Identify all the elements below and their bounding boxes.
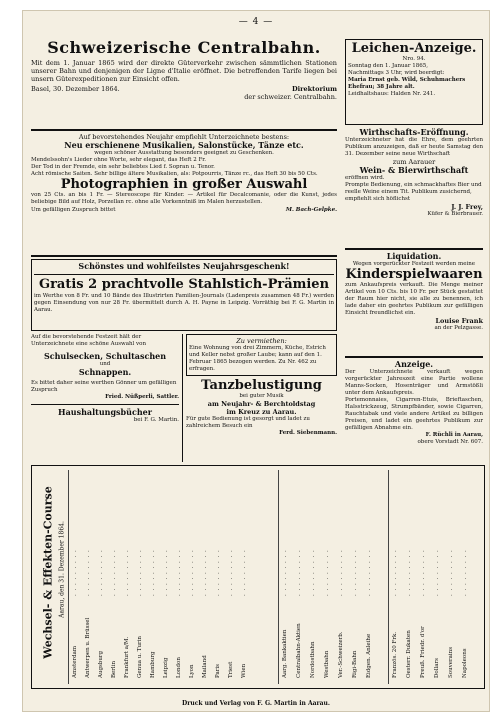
tanz-sign: Ferd. Siebenmann. bbox=[279, 430, 337, 436]
rail-sign2: der schweizer. Centralbahn. bbox=[244, 93, 337, 101]
anzeige-title: Anzeige. bbox=[394, 359, 434, 369]
exchange-leader: . . . . . . . . . bbox=[324, 549, 330, 596]
tanz-text: Für gute Bedienung ist gesorgt und ladet zu zahlreichem Besuch ein bbox=[186, 416, 310, 429]
exchange-item: Genua u. Turin bbox=[137, 636, 143, 678]
tanz-place: im Kreuz zu Aarau. bbox=[226, 408, 297, 416]
rail-text: Mit dem 1. Januar 1865 wird der direkte Güterverkehr zwischen sämmtlichen Stationen unserer Bahn und denjenigen der Ligne d'Italie eröffnet. Die betreffenden Tarife liegen bei unsern Güterexpeditionen zur Einsicht offen. bbox=[31, 59, 337, 83]
vermieten-ad bbox=[186, 334, 337, 376]
exchange-leader: . . . . . . . . . bbox=[137, 549, 143, 596]
haushalt-title: Haushaltungsbücher bbox=[58, 407, 152, 417]
musik-photo: Photographien in großer Auswahl bbox=[60, 177, 308, 192]
exchange-leader: . . . . . . . . . bbox=[72, 549, 78, 596]
page-number: — 4 — bbox=[238, 17, 274, 27]
fest-title: Wirthschafts-Eröffnung. bbox=[359, 127, 469, 137]
leichen-title: Leichen-Anzeige. bbox=[351, 41, 477, 56]
exchange-item: Rigi-Bahn bbox=[352, 650, 358, 678]
exchange-item: Französ. 20 Frk. bbox=[392, 631, 398, 678]
schule-head2: Schnappen. bbox=[78, 367, 132, 377]
leichen-nr: Nro. 94. bbox=[402, 56, 426, 62]
praemien-title: Gratis 2 prachtvolle Stahlstich-Prämien bbox=[38, 277, 330, 292]
haushalt-sign: bei F. G. Martin. bbox=[133, 417, 180, 423]
exchange-item: Wien bbox=[241, 663, 247, 678]
leichen-name: Maria Ernst geb. Wild, Schuhmachers Ehefrau; 38 Jahre alt. bbox=[348, 77, 466, 90]
musik-head: Neu erschienene Musikalien, Salonstücke, Tänze etc. bbox=[64, 140, 304, 150]
musik-close: Um gefälligen Zuspruch bittet bbox=[31, 207, 116, 213]
schule-ad bbox=[31, 334, 183, 462]
liq-text: zum Ankaufspreis verkauft. Die Menge meiner Artikel von 10 Cts. bis 10 Fr. per Stück gestattet der Raum hier nicht, sie alle zu benennen, ich lade daher ein geehrtes Publikum zur gefälligen Einsicht freundlichst ein. bbox=[345, 282, 483, 316]
musik-line1: Mendelssohn's Lieder ohne Worte, sehr elegant, das Heft 2 Fr. bbox=[31, 157, 207, 163]
exchange-leader: . . . . . . . . . bbox=[241, 549, 247, 596]
exchange-item: Westbahn bbox=[324, 650, 330, 678]
tanz-sub: bei guter Musik bbox=[239, 393, 284, 399]
musik-line3: Acht römische Saiten. Sehr billige ältere Musikalien, als: Potpourris, Tänze rc., das Heft 30 bis 50 Cts. bbox=[31, 171, 318, 177]
exchange-leader: . . . . . . . . . bbox=[296, 549, 302, 596]
tanz-title: Tanzbelustigung bbox=[201, 378, 322, 393]
exchange-item: Triest bbox=[228, 661, 234, 678]
exchange-table bbox=[31, 465, 485, 689]
praemien-ad bbox=[31, 259, 337, 331]
exchange-item: Augsburg bbox=[98, 650, 104, 678]
exchange-leader: . . . . . . . . . bbox=[215, 549, 221, 596]
fest-sub1: zum Aarauer bbox=[392, 158, 436, 166]
rail-title: Schweizerische Centralbahn. bbox=[47, 38, 321, 57]
exchange-item: Amsterdam bbox=[72, 645, 78, 678]
exchange-leader: . . . . . . . . . bbox=[462, 549, 468, 596]
liq-sign: Louise Frank bbox=[435, 317, 483, 325]
exchange-item: Leipzig bbox=[163, 657, 169, 678]
left-column bbox=[31, 39, 337, 462]
schule-sign: Fried. Nüßperli, Sattler. bbox=[105, 394, 180, 400]
exchange-item: Berlin bbox=[111, 661, 117, 678]
musik-lead: Auf bevorstehendes Neujahr empfiehlt Unterzeichnete bestens: bbox=[78, 133, 290, 141]
mid-ads bbox=[183, 334, 337, 462]
exchange-item: Paris bbox=[215, 664, 221, 678]
liquidation-ad bbox=[345, 252, 483, 354]
newspaper-page bbox=[22, 10, 490, 712]
praemien-text: im Werthe von 8 Fr. und 10 Bände des Illustrirten Familien-Journals (Ladenpreis zusammen 48 Fr.) werden gegen Einsendung von nur 28 Fr. übermittelt durch A. H. Payne in Leipzig. Vorräthig bei F. G. Martin in Aarau. bbox=[34, 293, 334, 313]
musik-photo-text: von 25 Cts. an bis 1 Fr. — Stereoscope für Kinder. — Artikel für Decalcomanie, oder die Kunst, jedes beliebige Bild auf Holz, Porzellan rc. ohne alle Vorkenntniß im Malen herzustellen. bbox=[31, 192, 337, 205]
exchange-leader: . . . . . . . . . bbox=[282, 549, 288, 596]
exchange-item: Oesterr. Dukaten bbox=[406, 630, 412, 678]
exchange-item: Centralbahn-Aktien bbox=[296, 623, 302, 678]
leichen-house: Leidhaltshaus: Halden Nr. 241. bbox=[348, 91, 436, 97]
musik-sign: M. Bach-Gelpke. bbox=[285, 207, 337, 213]
exchange-leader: . . . . . . . . . bbox=[111, 549, 117, 596]
schule-lead: Auf die bevorstehende Festzeit hält der Unterzeichnete eine schöne Auswahl von bbox=[31, 334, 147, 347]
exchange-item: Hamburg bbox=[150, 651, 156, 678]
rail-notice bbox=[31, 39, 337, 127]
musik-line2: Der Tod in der Fremde, ein sehr beliebtes Lied f. Sopran u. Tenor. bbox=[31, 164, 215, 170]
exchange-leader: . . . . . . . . . bbox=[202, 549, 208, 596]
imprint: Druck und Verlag von F. G. Martin in Aarau. bbox=[182, 700, 330, 707]
fest-sub2: Wein- & Bierwirthschaft bbox=[359, 165, 469, 175]
exchange-item: Antwerpen u. Brüssel bbox=[85, 617, 91, 678]
anzeige-sign2: obere Vorstadt Nr. 607. bbox=[417, 439, 483, 445]
exchange-leader: . . . . . . . . . bbox=[189, 549, 195, 596]
exchange-item: London bbox=[176, 657, 182, 678]
fest-text: Unterzeichneter hat die Ehre, dem geehrten Publikum anzuzeigen, daß er heute Samstag den 31. Dezember seine neue Wirthschaft bbox=[345, 137, 483, 157]
exchange-item: Napoleons bbox=[462, 648, 468, 678]
musik-sub: wegen schöner Ausstattung besonders geeignet zu Geschenken. bbox=[94, 150, 274, 156]
liq-sub: Wegen vorgerückter Festzeit werden meine bbox=[352, 261, 476, 267]
leichen-notice bbox=[345, 39, 483, 125]
leichen-time: Nachmittags 3 Uhr, wird beerdigt: bbox=[348, 70, 445, 76]
exchange-item: Dollars bbox=[434, 658, 440, 678]
exchange-title: Wechsel- & Effekten-Course bbox=[41, 486, 55, 659]
exchange-item: Lyon bbox=[189, 664, 195, 678]
exchange-leader: . . . . . . . . . bbox=[310, 549, 316, 596]
exchange-leader: . . . . . . . . . bbox=[98, 549, 104, 596]
exchange-item: Mailand bbox=[202, 655, 208, 678]
exchange-leader: . . . . . . . . . bbox=[420, 549, 426, 596]
rail-sign: Direktorium bbox=[291, 85, 337, 93]
tanz-ad bbox=[186, 379, 337, 437]
tanz-line: am Neujahr- & Berchtoldstag bbox=[207, 400, 316, 408]
exchange-leader: . . . . . . . . . bbox=[228, 549, 234, 596]
exchange-leader: . . . . . . . . . bbox=[352, 549, 358, 596]
liq-title: Liquidation. bbox=[386, 251, 442, 261]
exchange-item: Frankfurt a/M. bbox=[124, 636, 130, 678]
schule-head: Schulsecken, Schultaschen bbox=[43, 351, 167, 361]
fest-sign2: Küfer & Bierbrauer. bbox=[427, 211, 483, 217]
anzeige-sign: F. Rüchli in Aarau, bbox=[425, 432, 483, 438]
exchange-leader: . . . . . . . . . bbox=[434, 549, 440, 596]
exchange-leader: . . . . . . . . . bbox=[176, 549, 182, 596]
anzeige-ad bbox=[345, 360, 483, 446]
fest-open: eröffnen wird. bbox=[345, 175, 385, 181]
exchange-leader: . . . . . . . . . bbox=[406, 549, 412, 596]
exchange-leader: . . . . . . . . . bbox=[163, 549, 169, 596]
exchange-subtitle: Aarau, den 31. Dezember 1864. bbox=[58, 521, 66, 618]
exchange-leader: . . . . . . . . . bbox=[392, 549, 398, 596]
fest-sign: J. J. Frey, bbox=[451, 203, 483, 211]
exchange-leader: . . . . . . . . . bbox=[366, 549, 372, 596]
rail-place-date: Basel, 30. Dezember 1864. bbox=[31, 85, 120, 93]
exchange-item: Aarg. Bankaktien bbox=[282, 629, 288, 678]
anzeige-text2: Portemonnaies, Cigarren-Etuis, Brieftaschen, Halsstrickzeug, Strumpfbänder, sowie Cigarren, Rauchtabak und viele andere Artikel zu billigen Preisen, und ladet ein geehrtes Publikum zur gefälligen Abnahme ein. bbox=[345, 397, 483, 431]
leichen-date: Sonntag den 1. Januar 1865, bbox=[348, 63, 428, 69]
fest-text2: Prompte Bedienung, ein schmackhaftes Bier und reelle Weine einem Tit. Publikum zusichernd, empfiehlt sich höflichst bbox=[345, 182, 482, 202]
exchange-leader: . . . . . . . . . bbox=[85, 549, 91, 596]
schule-text: Es bittet daher seine werthen Gönner um gefälligen Zuspruch bbox=[31, 380, 177, 393]
fest-ad bbox=[345, 128, 483, 246]
exchange-item: Ver.-Schweizerb. bbox=[338, 631, 344, 678]
exchange-item: Souverains bbox=[448, 646, 454, 678]
exchange-item: Eidgen. Anleihe bbox=[366, 633, 372, 678]
anzeige-text: Der Unterzeichnete verkauft wegen vorgerückter Jahreszeit eine Partie wollene Manns-Socken, Hosenträger und Armstößli unter dem Ankaufspreis. bbox=[345, 369, 483, 396]
vermieten-title: Zu vermiethen: bbox=[236, 337, 287, 345]
exchange-leader: . . . . . . . . . bbox=[150, 549, 156, 596]
liq-sign2: an der Pelzgasse. bbox=[434, 325, 483, 331]
exchange-leader: . . . . . . . . . bbox=[448, 549, 454, 596]
exchange-leader: . . . . . . . . . bbox=[338, 549, 344, 596]
musik-ad bbox=[31, 133, 337, 253]
praemien-head: Schönstes und wohlfeilstes Neujahrsgeschenk! bbox=[78, 261, 290, 271]
exchange-item: Nordostbahn bbox=[310, 641, 316, 678]
schule-and: und bbox=[99, 361, 111, 367]
right-column bbox=[345, 39, 483, 446]
vermieten-text: Eine Wohnung von drei Zimmern, Küche, Estrich und Keller nebst großer Laube; kann auf den 1. Februar 1865 bezogen werden. Zu Nr. 462 zu erfragen. bbox=[189, 345, 326, 372]
exchange-leader: . . . . . . . . . bbox=[124, 549, 130, 596]
liq-head: Kinderspielwaaren bbox=[345, 267, 483, 282]
exchange-item: Preuß. Friedr. d'or bbox=[420, 626, 426, 678]
